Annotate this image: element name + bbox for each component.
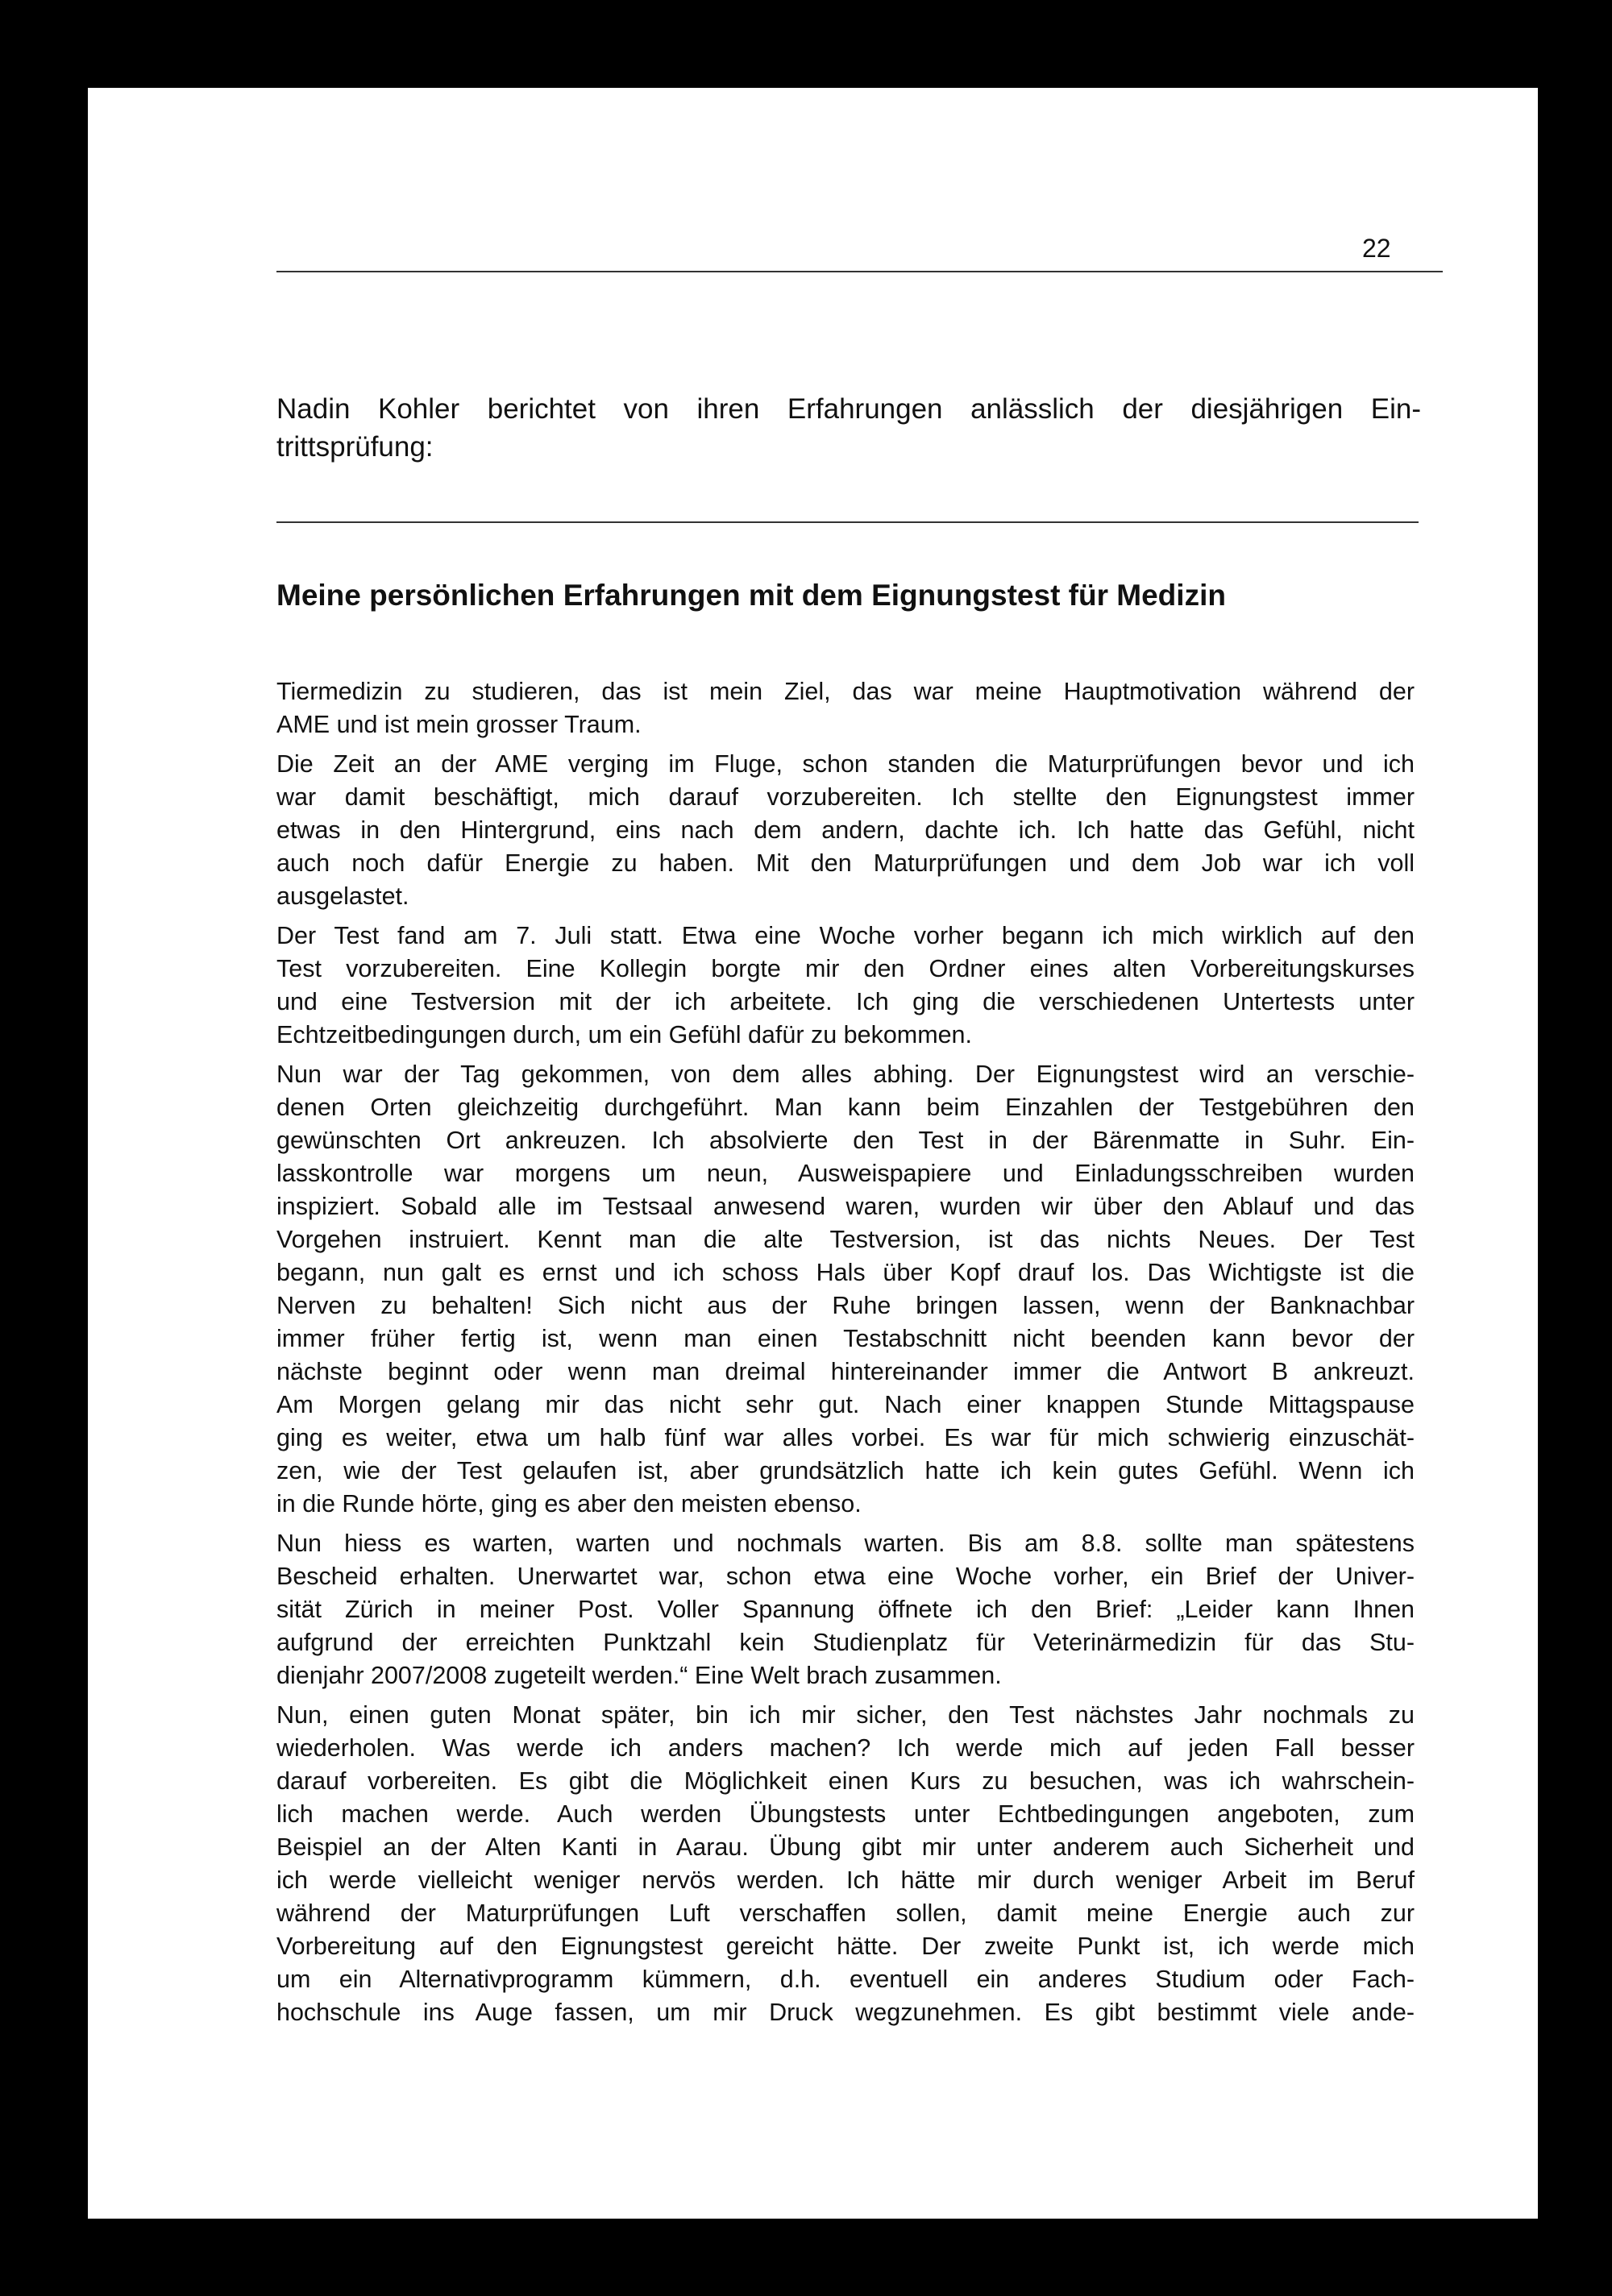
intro-line: Nadin Kohler berichtet von ihren Erfahrungen anlässlich der diesjährigen Ein-	[276, 393, 1421, 425]
text-line: Nun hiess es warten, warten und nochmals warten. Bis am 8.8. sollte man spätestens	[276, 1530, 1415, 1557]
text-line: um ein Alternativprogramm kümmern, d.h. eventuell ein anderes Studium oder Fach-	[276, 1966, 1415, 1993]
text-line: Nun, einen guten Monat später, bin ich mir sicher, den Test nächstes Jahr nochmals zu	[276, 1701, 1415, 1729]
text-line: Nun war der Tag gekommen, von dem alles abhing. Der Eignungstest wird an verschie-	[276, 1061, 1415, 1088]
text-line: ausgelastet.	[276, 882, 409, 910]
text-line: ich werde vielleicht weniger nervös werden. Ich hätte mir durch weniger Arbeit im Beruf	[276, 1866, 1415, 1894]
text-line: nächste beginnt oder wenn man dreimal hintereinander immer die Antwort B ankreuzt.	[276, 1358, 1415, 1385]
text-line: begann, nun galt es ernst und ich schoss Hals über Kopf drauf los. Das Wichtigste ist die	[276, 1259, 1415, 1286]
text-line: Nerven zu behalten! Sich nicht aus der Ruhe bringen lassen, wenn der Banknachbar	[276, 1292, 1415, 1319]
text-line: Test vorzubereiten. Eine Kollegin borgte mir den Ordner eines alten Vorbereitungskurses	[276, 955, 1415, 982]
text-line: inspiziert. Sobald alle im Testsaal anwesend waren, wurden wir über den Ablauf und das	[276, 1193, 1415, 1220]
paragraph	[276, 920, 1415, 1052]
text-line: dienjahr 2007/2008 zugeteilt werden.“ Eine Welt brach zusammen.	[276, 1662, 1002, 1689]
paragraph	[276, 748, 1415, 913]
intro-text	[276, 390, 1421, 466]
text-line: Der Test fand am 7. Juli statt. Etwa eine Woche vorher begann ich mich wirklich auf den	[276, 922, 1415, 949]
text-line: lasskontrolle war morgens um neun, Ausweispapiere und Einladungsschreiben wurden	[276, 1160, 1415, 1187]
text-line: war damit beschäftigt, mich darauf vorzubereiten. Ich stellte den Eignungstest immer	[276, 783, 1415, 811]
text-line: etwas in den Hintergrund, eins nach dem andern, dachte ich. Ich hatte das Gefühl, nicht	[276, 816, 1415, 844]
article-heading: Meine persönlichen Erfahrungen mit dem Eignungstest für Medizin	[276, 579, 1226, 612]
text-line: AME und ist mein grosser Traum.	[276, 711, 642, 738]
text-line: zen, wie der Test gelaufen ist, aber grundsätzlich hatte ich kein gutes Gefühl. Wenn ich	[276, 1457, 1415, 1484]
text-line: während der Maturprüfungen Luft verschaffen sollen, damit meine Energie auch zur	[276, 1899, 1415, 1927]
text-line: immer früher fertig ist, wenn man einen Testabschnitt nicht beenden kann bevor der	[276, 1325, 1415, 1352]
page-number: 22	[1362, 234, 1391, 263]
header-rule	[276, 271, 1443, 272]
text-line: gewünschten Ort ankreuzen. Ich absolvierte den Test in der Bärenmatte in Suhr. Ein-	[276, 1127, 1415, 1154]
text-line: Am Morgen gelang mir das nicht sehr gut. Nach einer knappen Stunde Mittagspause	[276, 1391, 1415, 1418]
paragraph	[276, 1527, 1415, 1692]
text-line: Tiermedizin zu studieren, das ist mein Ziel, das war meine Hauptmotivation während der	[276, 678, 1415, 705]
article-body	[276, 675, 1415, 2036]
section-rule	[276, 521, 1419, 523]
paragraph	[276, 1699, 1415, 2029]
text-line: aufgrund der erreichten Punktzahl kein Studienplatz für Veterinärmedizin für das Stu-	[276, 1629, 1415, 1656]
text-line: auch noch dafür Energie zu haben. Mit den Maturprüfungen und dem Job war ich voll	[276, 849, 1415, 877]
text-line: Beispiel an der Alten Kanti in Aarau. Übung gibt mir unter anderem auch Sicherheit und	[276, 1833, 1415, 1861]
text-line: Vorbereitung auf den Eignungstest gereicht hätte. Der zweite Punkt ist, ich werde mich	[276, 1933, 1415, 1960]
text-line: wiederholen. Was werde ich anders machen? Ich werde mich auf jeden Fall besser	[276, 1734, 1415, 1762]
text-line: ging es weiter, etwa um halb fünf war alles vorbei. Es war für mich schwierig einzuschät-	[276, 1424, 1415, 1451]
text-line: darauf vorbereiten. Es gibt die Möglichkeit einen Kurs zu besuchen, was ich wahrschein-	[276, 1767, 1415, 1795]
text-line: Bescheid erhalten. Unerwartet war, schon etwa eine Woche vorher, ein Brief der Univer-	[276, 1563, 1415, 1590]
text-line: hochschule ins Auge fassen, um mir Druck wegzunehmen. Es gibt bestimmt viele ande-	[276, 1999, 1415, 2026]
text-line: und eine Testversion mit der ich arbeitete. Ich ging die verschiedenen Untertests unter	[276, 988, 1415, 1015]
text-line: Echtzeitbedingungen durch, um ein Gefühl dafür zu bekommen.	[276, 1021, 972, 1048]
intro-line: trittsprüfung:	[276, 431, 434, 463]
text-line: Die Zeit an der AME verging im Fluge, schon standen die Maturprüfungen bevor und ich	[276, 750, 1415, 778]
text-line: sität Zürich in meiner Post. Voller Spannung öffnete ich den Brief: „Leider kann Ihnen	[276, 1596, 1415, 1623]
paragraph	[276, 675, 1415, 741]
text-line: lich machen werde. Auch werden Übungstests unter Echtbedingungen angeboten, zum	[276, 1800, 1415, 1828]
text-line: Vorgehen instruiert. Kennt man die alte Testversion, ist das nichts Neues. Der Test	[276, 1226, 1415, 1253]
text-line: denen Orten gleichzeitig durchgeführt. Man kann beim Einzahlen der Testgebühren den	[276, 1094, 1415, 1121]
text-line: in die Runde hörte, ging es aber den meisten ebenso.	[276, 1490, 862, 1518]
paragraph	[276, 1058, 1415, 1521]
